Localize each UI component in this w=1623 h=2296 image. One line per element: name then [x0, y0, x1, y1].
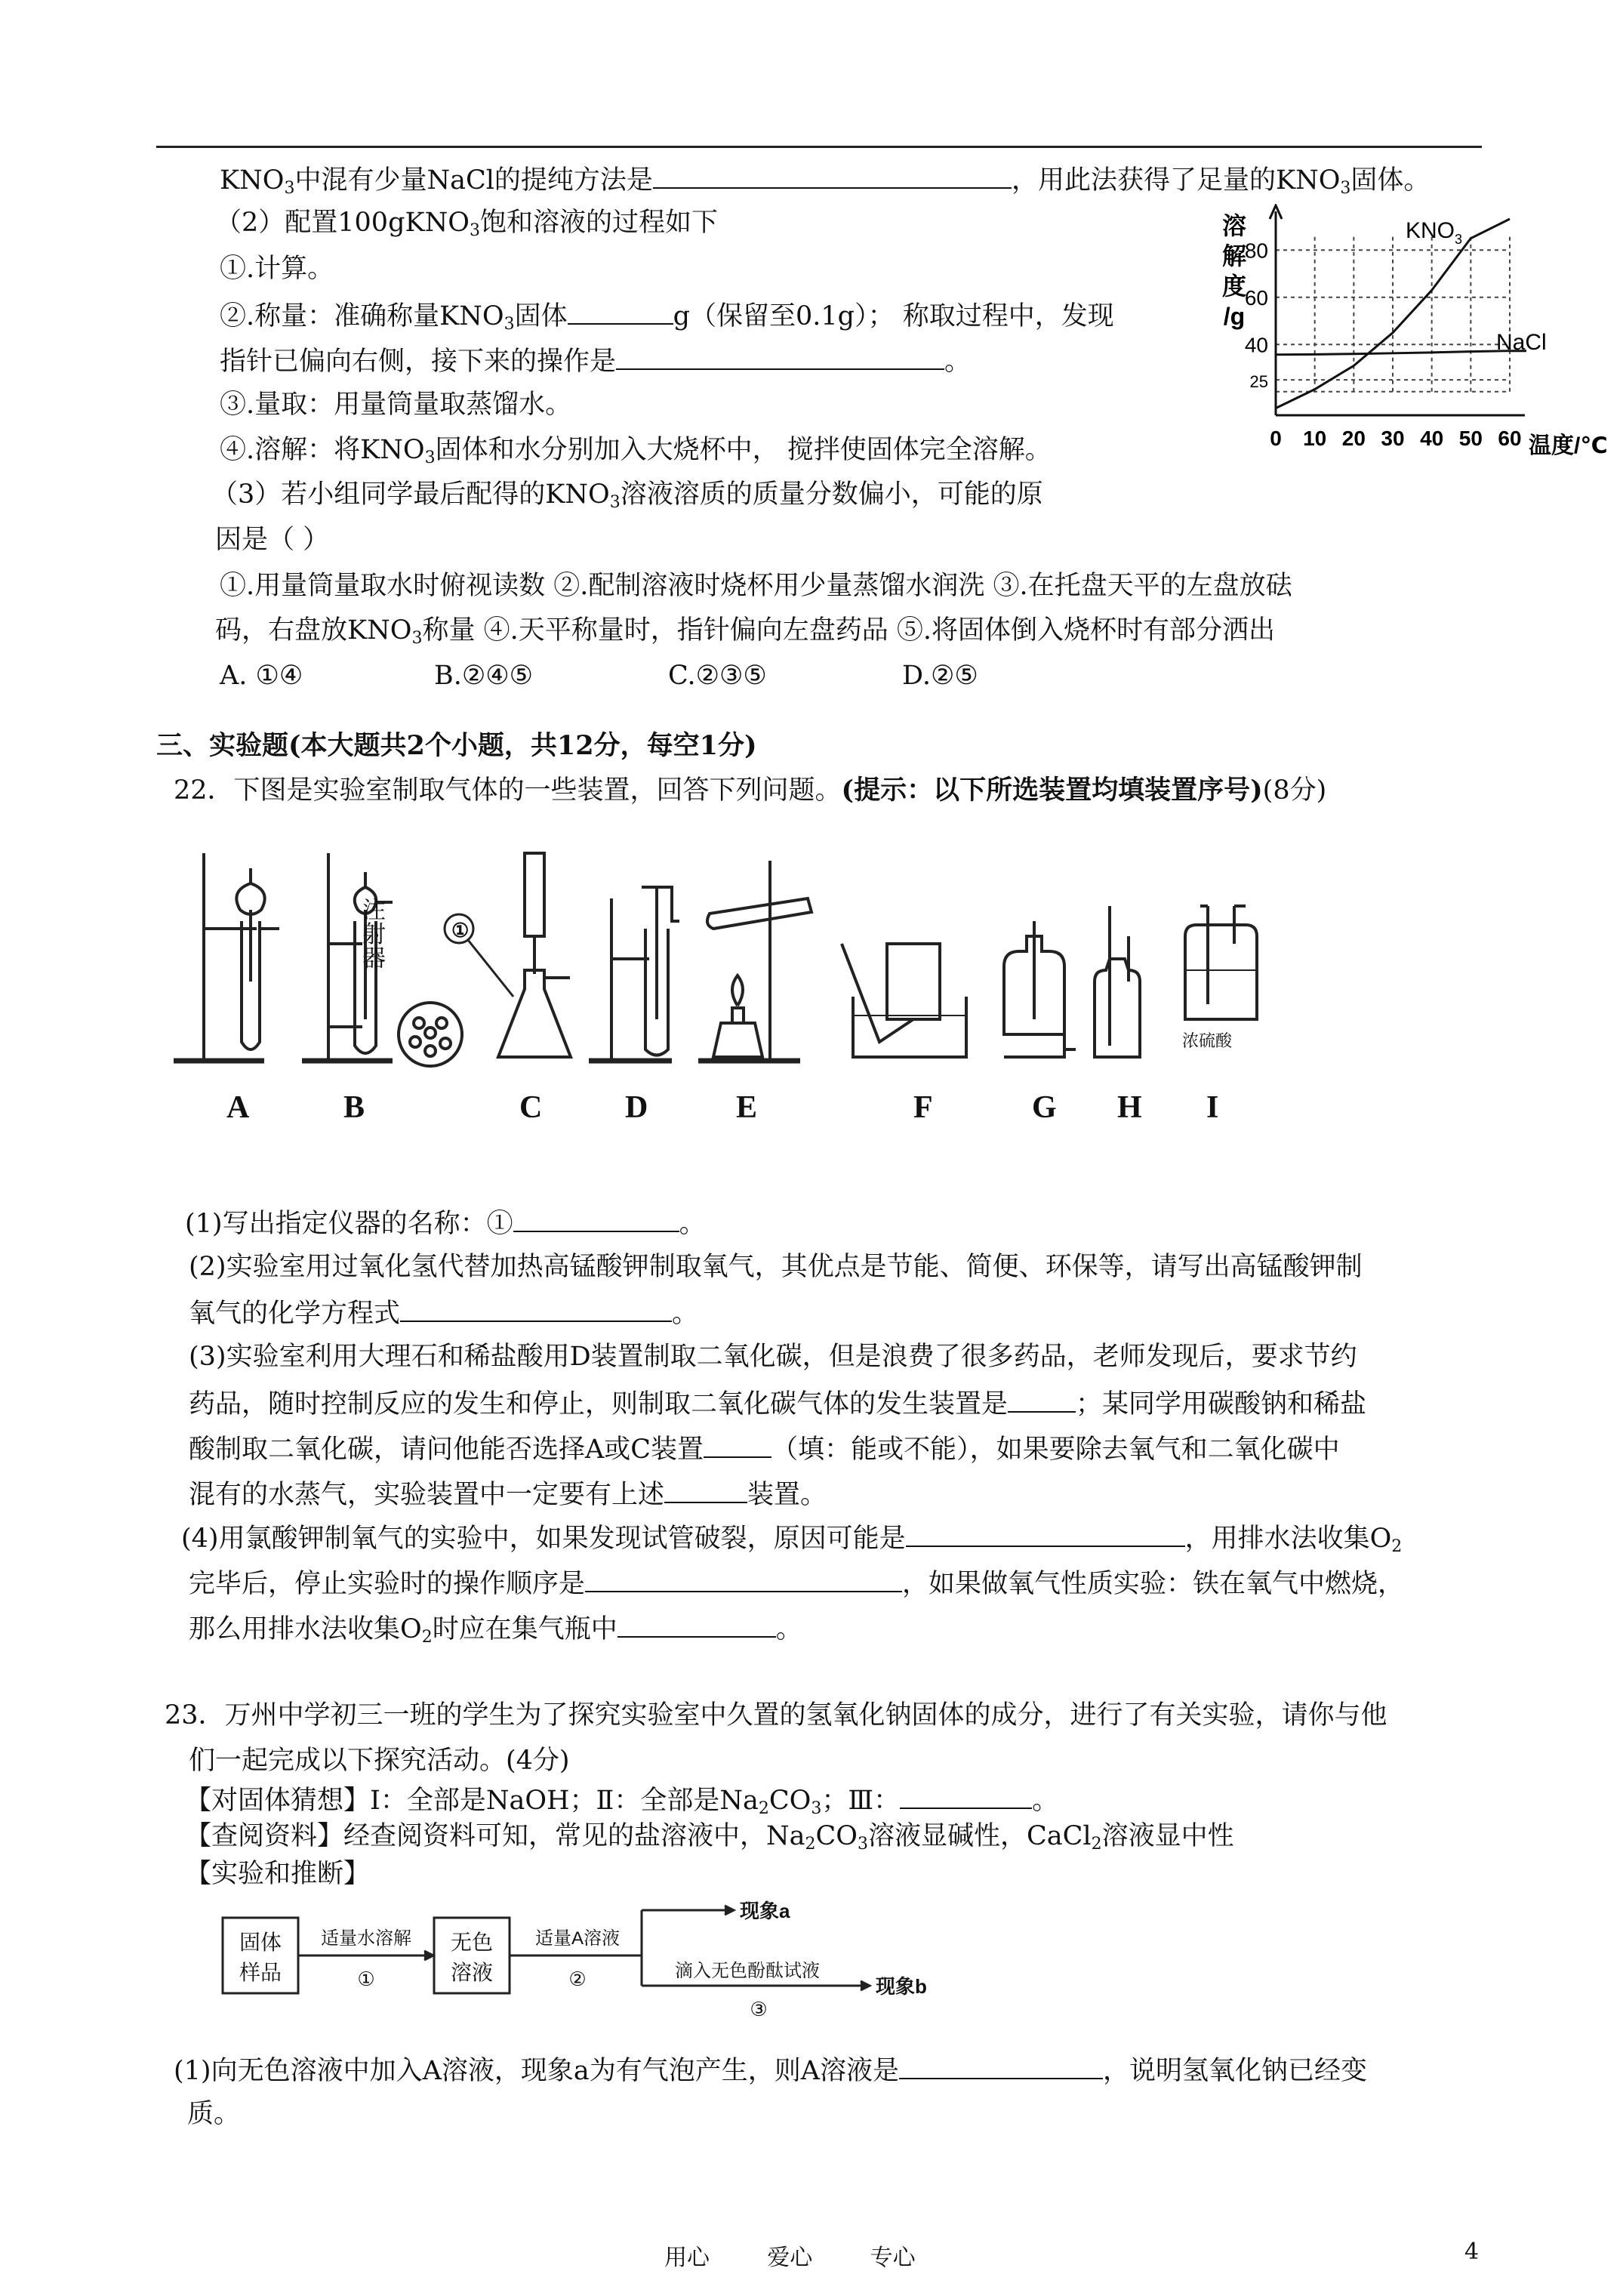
text: 注 [362, 897, 386, 924]
apparatus-h [1095, 906, 1140, 1057]
apparatus-f [842, 944, 966, 1057]
answer-blank[interactable] [664, 1476, 747, 1503]
q21-line-11: 码，右盘放$KNO_3$称量 ④.天平称量时，指针偏向左盘药品 ⑤.将固体倒入烧杯时有部分洒出 [215, 615, 1275, 648]
q23-p1-line-1 [174, 2052, 1367, 2088]
box-text: 无色 [450, 1931, 494, 1954]
footer-motto: 用心 爱心 专心 [664, 2245, 916, 2271]
answer-blank[interactable] [617, 1610, 776, 1638]
q23-info: 【查阅资料】经查阅资料可知，常见的盐溶液中，$Na_2CO_3$溶液显碱性，CaCl$_2$溶液显中性 [185, 1821, 1234, 1854]
y-label-char: /g [1223, 303, 1246, 330]
apparatus-label-a: A [226, 1090, 250, 1125]
text: 溶液显碱性，CaCl [867, 1821, 1092, 1851]
box-text: 样品 [239, 1961, 282, 1984]
text: g（保留至0.1g）； 称取过程中，发现 [673, 301, 1114, 331]
answer-blank[interactable] [704, 1431, 771, 1458]
x-axis-label: 温度/℃ [1529, 433, 1608, 458]
text: (提示：以下所选装置均填装置序号) [841, 775, 1263, 806]
q21-line-8: （3）若小组同学最后配得的$KNO_3$溶液溶质的质量分数偏小，可能的原 [211, 479, 1043, 512]
y-label-char: 解 [1221, 242, 1247, 270]
y-tick-label: 60 [1244, 285, 1268, 310]
answer-blank[interactable] [568, 297, 673, 325]
q21-line-7: ④.溶解：将$KNO_3$固体和水分别加入大烧杯中， 搅拌使固体完全溶解。 [220, 435, 1052, 467]
marker-label: ① [451, 920, 470, 942]
text: 时应在集气瓶中 [432, 1614, 617, 1644]
text: ④.溶解：将KNO [220, 435, 425, 465]
step-number: ② [568, 1968, 587, 1990]
box-text: 固体 [239, 1931, 282, 1954]
q22-stem [174, 774, 1326, 807]
q23-experiment-heading: 【实验和推断】 [185, 1859, 371, 1889]
q22-p3-line-3 [189, 1431, 1340, 1466]
text: ，用排水法收集O [1184, 1524, 1392, 1554]
apparatus-label-i: I [1206, 1090, 1219, 1125]
text: ；某同学用碳酸钠和稀盐 [1076, 1389, 1367, 1419]
step-number: ① [357, 1968, 375, 1990]
box-text: 溶液 [450, 1961, 494, 1984]
apparatus-a [174, 853, 279, 1061]
text: CO [815, 1821, 858, 1851]
answer-blank[interactable] [899, 2052, 1103, 2079]
text: ，如果做氧气性质实验：铁在氧气中燃烧， [902, 1569, 1405, 1599]
text: ，说明氢氧化钠已经变 [1103, 2056, 1368, 2086]
q23-stem-line-1: 23．万州中学初三一班的学生为了探究实验室中久置的氢氧化钠固体的成分，进行了有关实验，请你与他 [165, 1700, 1387, 1730]
y-label-char: 溶 [1221, 212, 1247, 239]
apparatus-g [1004, 921, 1076, 1057]
apparatus-label-b: B [343, 1090, 365, 1125]
text: 固体 [514, 301, 568, 331]
q23-guess: 【对固体猜想】Ⅰ：全部是NaOH；Ⅱ：全部是$Na_2CO_3$；Ⅲ： 。 [185, 1782, 1058, 1817]
text: （3）若小组同学最后配得的KNO [211, 479, 610, 510]
answer-blank[interactable] [585, 1565, 902, 1592]
step-text: 滴入无色酚酞试液 [675, 1961, 820, 1981]
text: (8分) [1262, 775, 1327, 806]
q21-line-3: ①.计算。 [220, 254, 334, 284]
step-text: 适量A溶液 [534, 1928, 621, 1949]
text: 中混有少量NaCl的提纯方法是 [294, 165, 653, 196]
text: 装置。 [747, 1480, 827, 1510]
syringe-label [362, 898, 386, 971]
section-title: 三、实验题(本大题共2个小题，共12分，每空1分) [156, 730, 757, 761]
text: 溶液溶质的质量分数偏小，可能的原 [620, 479, 1043, 510]
text: 饱和溶液的过程如下 [479, 208, 718, 238]
text: 混有的水蒸气，实验装置中一定要有上述 [189, 1480, 665, 1510]
text: 完毕后，停止实验时的操作顺序是 [189, 1569, 586, 1599]
y-tick-label: 25 [1249, 372, 1268, 392]
apparatus-e [698, 861, 812, 1061]
text: 【查阅资料】经查阅资料可知，常见的盐溶液中，Na [185, 1821, 805, 1851]
q21-line-10: ①.用量筒量取水时俯视读数 ②.配制溶液时烧杯用少量蒸馏水润洗 ③.在托盘天平的左盘放砝 [220, 571, 1292, 601]
q21-line-4: ②.称量：准确称量$KNO_3$固体 g（保留至0.1g）； 称取过程中，发现 [220, 297, 1114, 333]
text: 称量 ④.天平称量时，指针偏向左盘药品 ⑤.将固体倒入烧杯时有部分洒出 [422, 615, 1275, 646]
q21-line-6: ③.量取：用量筒量取蒸馏水。 [220, 390, 572, 420]
text: 。 [944, 347, 972, 377]
step-number: ③ [750, 1998, 768, 2020]
text: KNO [220, 165, 285, 196]
x-tick-label: 60 [1498, 427, 1522, 450]
apparatus-label-d: D [625, 1090, 648, 1125]
option-b[interactable]: B.②④⑤ [434, 661, 533, 691]
text: 固体。 [1350, 165, 1431, 196]
answer-blank[interactable] [653, 162, 1012, 189]
text: 码，右盘放KNO [215, 615, 412, 646]
text: 。 [1032, 1786, 1059, 1816]
text: (4)用氯酸钾制氧气的实验中，如果发现试管破裂，原因可能是 [181, 1524, 906, 1554]
y-label-char: 度 [1221, 273, 1247, 300]
text: 那么用排水法收集O [189, 1614, 422, 1644]
x-tick-label: 40 [1420, 427, 1444, 450]
experiment-flowchart [219, 1895, 1012, 2035]
apparatus-label-c: C [519, 1090, 543, 1125]
apparatus-i [1185, 906, 1257, 1019]
text: 器 [362, 945, 386, 972]
acid-label: 浓硫酸 [1182, 1032, 1233, 1051]
text: 。 [672, 1299, 699, 1329]
x-tick-label: 10 [1303, 427, 1327, 450]
q23-stem-line-2: 们一起完成以下探究活动。(4分) [189, 1746, 570, 1776]
chart-grid [1276, 234, 1510, 392]
answer-blank[interactable] [900, 1782, 1032, 1809]
q22-p2-line-2 [189, 1295, 698, 1330]
text: ；Ⅲ： [821, 1786, 901, 1816]
text: 固体和水分别加入大烧杯中， 搅拌使固体完全溶解。 [435, 435, 1052, 465]
text: （2）配置100gKNO [215, 208, 470, 238]
x-tick-label: 30 [1381, 427, 1405, 450]
y-tick-label: 80 [1244, 239, 1268, 263]
q22-p1 [185, 1205, 706, 1240]
q22-p4-line-1: (4)用氯酸钾制氧气的实验中，如果发现试管破裂，原因可能是 ，用排水法收集$O_2$ [181, 1520, 1402, 1555]
q22-p4-line-3: 那么用排水法收集$O_2$时应在集气瓶中 。 [189, 1610, 802, 1646]
q21-line-5 [220, 343, 971, 378]
apparatus-label-f: F [913, 1090, 933, 1125]
answer-blank[interactable] [616, 343, 944, 370]
apparatus-label-e: E [736, 1090, 758, 1125]
text: 酸制取二氧化碳，请问他能否选择A或C装置 [189, 1435, 704, 1465]
text: （填：能或不能），如果要除去氧气和二氧化碳中 [771, 1435, 1340, 1465]
apparatus-label-g: G [1032, 1090, 1057, 1125]
text: 氧气的化学方程式 [189, 1299, 401, 1329]
apparatus-d [589, 887, 679, 1061]
text: 【对固体猜想】Ⅰ：全部是NaOH；Ⅱ：全部是Na [185, 1786, 759, 1816]
q21-line-1: $KNO_3$中混有少量NaCl的提纯方法是 ，用此法获得了足量的$KNO_3$固体。 [220, 162, 1430, 197]
x-tick-label: 0 [1270, 427, 1282, 450]
kno3-label: $KNO_3$ [1406, 218, 1463, 247]
answer-blank[interactable] [906, 1520, 1185, 1547]
text: 射 [362, 921, 386, 948]
apparatus-c [498, 853, 571, 1057]
text: ，用此法获得了足量的KNO [1011, 165, 1341, 196]
text: CO [768, 1786, 812, 1816]
text: 。 [775, 1614, 802, 1644]
option-d[interactable]: D.②⑤ [902, 661, 978, 691]
chart-axes [1270, 205, 1525, 415]
x-tick-label: 50 [1458, 427, 1483, 450]
solubility-chart [1208, 204, 1623, 476]
option-c[interactable]: C.②③⑤ [668, 661, 767, 691]
text: (1)向无色溶液中加入A溶液，现象a为有气泡产生，则A溶液是 [174, 2056, 899, 2086]
y-tick-label: 40 [1244, 333, 1268, 357]
text: ②.称量：准确称量KNO [220, 301, 504, 331]
q23-p1-line-2: 质。 [187, 2099, 241, 2129]
answer-blank[interactable] [1008, 1385, 1076, 1413]
option-a[interactable]: A. ①④ [220, 661, 303, 691]
text: 。 [679, 1209, 706, 1239]
q21-line-2: （2）配置100gKNO$_3$饱和溶液的过程如下 [215, 208, 718, 240]
page-number: 4 [1464, 2239, 1480, 2265]
q22-p3-line-2 [189, 1385, 1366, 1421]
text: 22．下图是实验室制取气体的一些装置，回答下列问题。 [174, 775, 842, 806]
text: (1)写出指定仪器的名称：① [185, 1209, 513, 1239]
text: 溶液显中性 [1101, 1821, 1234, 1851]
q22-p3-line-1: (3)实验室利用大理石和稀盐酸用D装置制取二氧化碳，但是浪费了很多药品，老师发现后，要求节约 [189, 1342, 1357, 1372]
answer-blank[interactable] [400, 1295, 672, 1322]
nacl-label: NaCl [1496, 330, 1547, 355]
text: 药品，随时控制反应的发生和停止，则制取二氧化碳气体的发生装置是 [189, 1389, 1009, 1419]
q22-p3-line-4 [189, 1476, 827, 1512]
apparatus-label-h: H [1117, 1090, 1142, 1125]
header-rule [156, 146, 1482, 148]
q22-p2-line-1: (2)实验室用过氧化氢代替加热高锰酸钾制取氧气，其优点是节能、简便、环保等，请写出高锰酸钾制 [189, 1252, 1363, 1282]
step-text: 适量水溶解 [321, 1928, 411, 1949]
q21-line-9: 因是（ ） [215, 525, 330, 555]
x-tick-label: 20 [1341, 427, 1366, 450]
q22-p4-line-2 [189, 1565, 1404, 1601]
result-a: 现象a [740, 1900, 790, 1922]
result-b: 现象b [876, 1975, 927, 1998]
answer-blank[interactable] [513, 1205, 679, 1232]
text: 指针已偏向右侧，接下来的操作是 [220, 347, 617, 377]
